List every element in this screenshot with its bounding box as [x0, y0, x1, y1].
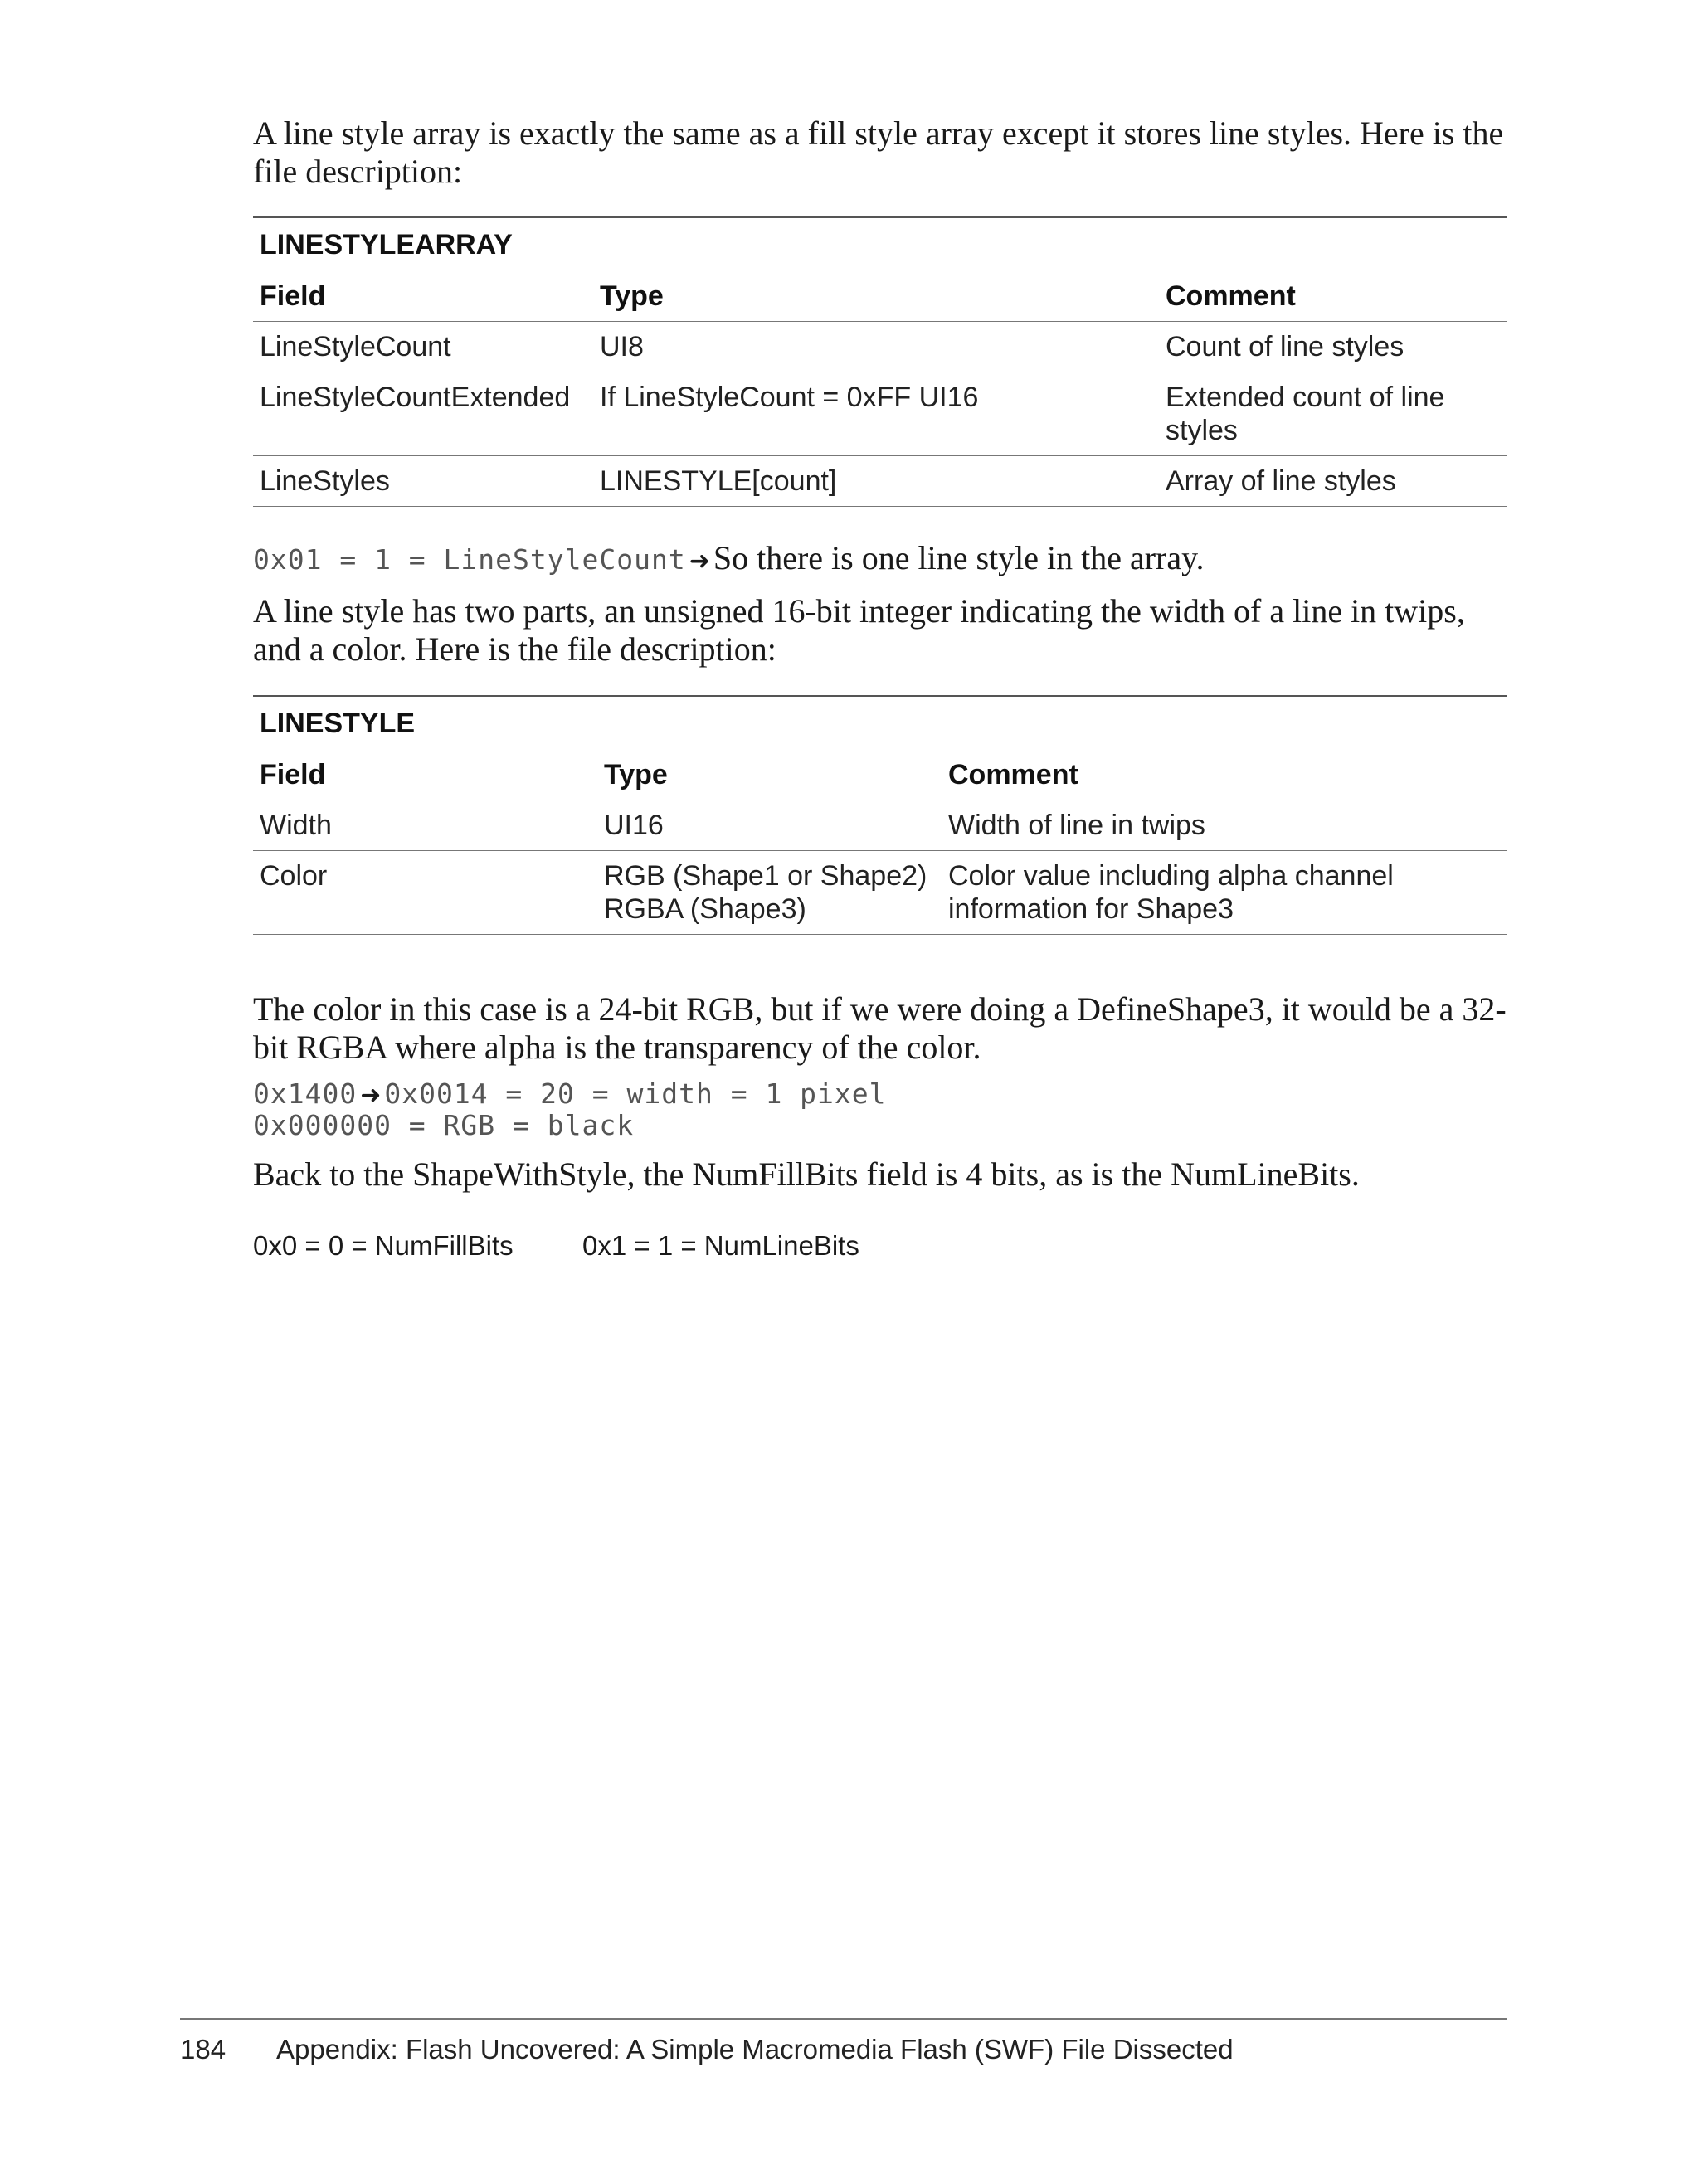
linestyle-table — [253, 695, 1507, 935]
footer-title: Appendix: Flash Uncovered: A Simple Macromedia Flash (SWF) File Dissected — [276, 2034, 1234, 2065]
page-number: 184 — [180, 2034, 226, 2065]
header-comment: Comment — [948, 759, 1078, 790]
cell-field: LineStyleCountExtended — [260, 382, 571, 413]
cell-comment: Color value including alpha channel information for Shape3 — [948, 860, 1394, 925]
cell-type: If LineStyleCount = 0xFF UI16 — [600, 382, 979, 413]
count-text: So there is one line style in the array. — [713, 539, 1205, 576]
count-code: 0x01 = 1 = LineStyleCount — [253, 543, 686, 576]
cell-type: UI8 — [600, 331, 644, 362]
header-comment: Comment — [1166, 280, 1296, 312]
cell-comment: Array of line styles — [1166, 465, 1396, 497]
table-header-row — [253, 271, 1507, 322]
table-row — [253, 322, 1507, 372]
header-field: Field — [260, 280, 326, 312]
cell-comment: Extended count of line styles — [1166, 382, 1445, 446]
cell-field: LineStyleCount — [260, 331, 451, 362]
right-arrow-icon: ➜ — [360, 1081, 382, 1110]
count-line — [253, 539, 1514, 577]
header-field: Field — [260, 759, 326, 790]
cell-type: LINESTYLE[count] — [600, 465, 837, 497]
header-type: Type — [600, 280, 664, 312]
intro-paragraph: A line style array is exactly the same as a fill style array except it stores line styles. Here is the file description: — [253, 114, 1504, 190]
color-paragraph: The color in this case is a 24-bit RGB, but if we were doing a DefineShape3, it would be a 32-bit RGBA where alpha is the transparency of the color. — [253, 990, 1507, 1066]
table-title: LINESTYLE — [260, 708, 416, 739]
cell-field: Width — [260, 810, 332, 841]
width-code-part1: 0x1400 — [253, 1077, 358, 1110]
table-row — [253, 456, 1507, 507]
width-code-part2: 0x0014 = 20 = width = 1 pixel — [384, 1077, 887, 1110]
table-row — [253, 800, 1507, 851]
num-fill-bits: 0x0 = 0 = NumFillBits — [253, 1230, 514, 1261]
header-type: Type — [604, 759, 668, 790]
footer-divider — [180, 2018, 1507, 2020]
right-arrow-icon: ➜ — [689, 547, 710, 576]
linestyle-paragraph: A line style has two parts, an unsigned 16-bit integer indicating the width of a line in twips, and a color. Here is the file description: — [253, 592, 1465, 668]
linestylearray-table — [253, 216, 1507, 507]
back-paragraph: Back to the ShapeWithStyle, the NumFillBits field is 4 bits, as is the NumLineBits. — [253, 1155, 1360, 1193]
cell-field: Color — [260, 860, 328, 892]
table-row — [253, 372, 1507, 456]
table-header-row — [253, 750, 1507, 800]
cell-comment: Count of line styles — [1166, 331, 1404, 362]
color-code-line: 0x000000 = RGB = black — [253, 1109, 635, 1141]
cell-type: RGB (Shape1 or Shape2) RGBA (Shape3) — [604, 860, 927, 925]
cell-field: LineStyles — [260, 465, 390, 497]
cell-type: UI16 — [604, 810, 664, 841]
table-row — [253, 851, 1507, 935]
cell-comment: Width of line in twips — [948, 810, 1205, 841]
num-line-bits: 0x1 = 1 = NumLineBits — [582, 1230, 859, 1261]
table-title: LINESTYLEARRAY — [260, 229, 513, 260]
